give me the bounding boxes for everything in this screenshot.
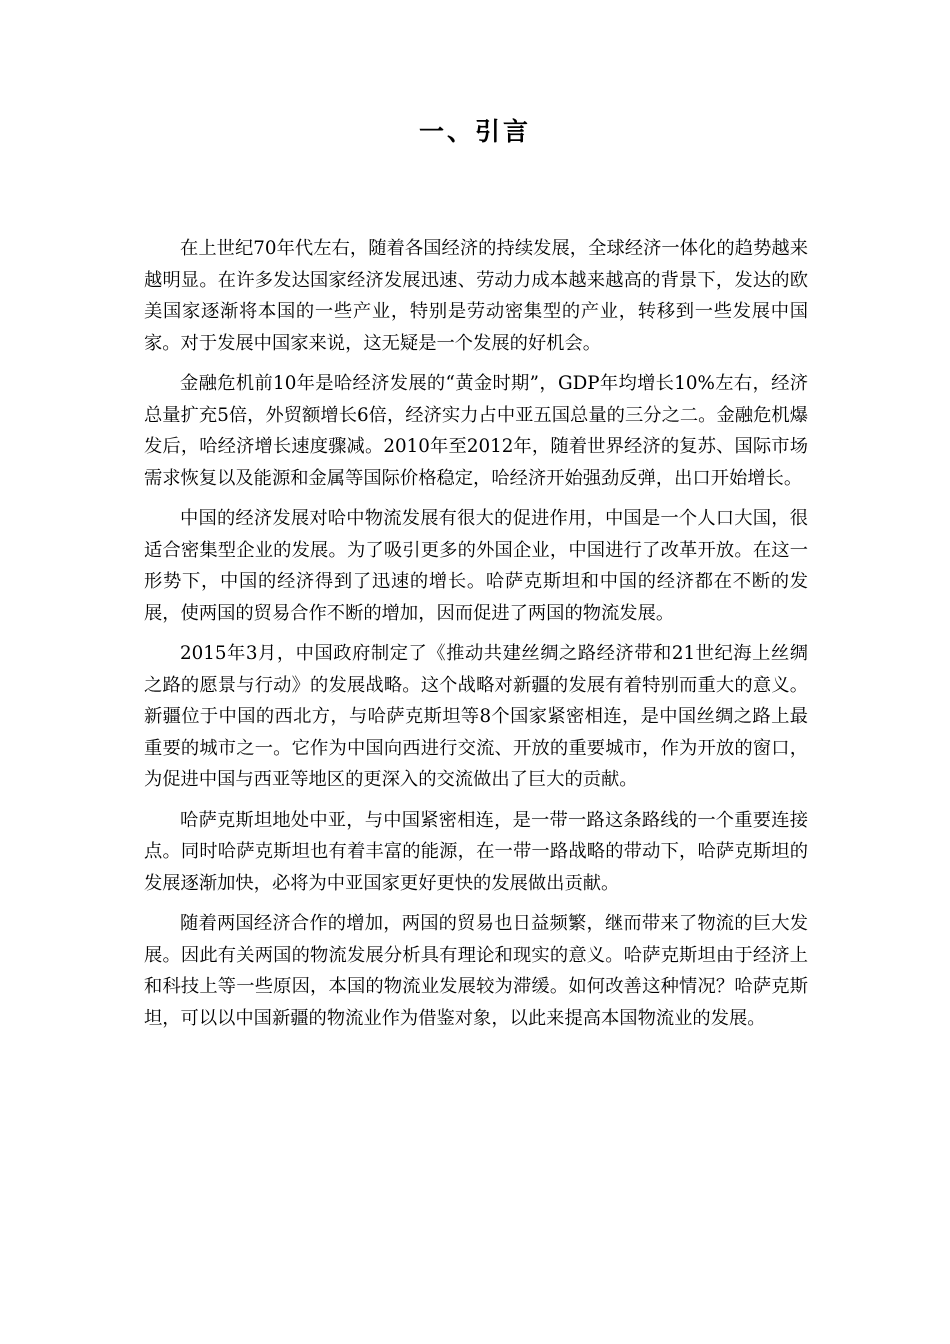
page-title: 一、引言 xyxy=(418,117,531,146)
body-text xyxy=(144,233,808,1043)
paragraph: 随着两国经济合作的增加，两国的贸易也日益频繁，继而带来了物流的巨大发展。因此有关两国的物流发展分析具有理论和现实的意义。哈萨克斯坦由于经济上和科技上等一些原因，本国的物流业发展较为滞缓。如何改善这种情况？哈萨克斯坦，可以以中国新疆的物流业作为借鉴对象，以此来提高本国物流业的发展。 xyxy=(144,913,808,1029)
paragraph: 在上世纪70年代左右，随着各国经济的持续发展，全球经济一体化的趋势越来越明显。在许多发达国家经济发展迅速、劳动力成本越来越高的背景下，发达的欧美国家逐渐将本国的一些产业，特别是劳动密集型的产业，转移到一些发展中国家。对于发展中国家来说，这无疑是一个发展的好机会。 xyxy=(144,238,808,354)
paragraph: 金融危机前10年是哈经济发展的“黄金时期”，GDP年均增长10%左右，经济总量扩充5倍，外贸额增长6倍，经济实力占中亚五国总量的三分之二。金融危机爆发后，哈经济增长速度骤减。2010年至2012年，随着世界经济的复苏、国际市场需求恢复以及能源和金属等国际价格稳定，哈经济开始强劲反弹，出口开始增长。 xyxy=(144,373,808,489)
paragraph: 哈萨克斯坦地处中亚，与中国紧密相连，是一带一路这条路线的一个重要连接点。同时哈萨克斯坦也有着丰富的能源，在一带一路战略的带动下，哈萨克斯坦的发展逐渐加快，必将为中亚国家更好更快的发展做出贡献。 xyxy=(144,809,808,894)
paragraph: 2015年3月，中国政府制定了《推动共建丝绸之路经济带和21世纪海上丝绸之路的愿景与行动》的发展战略。这个战略对新疆的发展有着特别而重大的意义。新疆位于中国的西北方，与哈萨克斯坦等8个国家紧密相连，是中国丝绸之路上最重要的城市之一。它作为中国向西进行交流、开放的重要城市，作为开放的窗口，为促进中国与西亚等地区的更深入的交流做出了巨大的贡献。 xyxy=(144,643,808,790)
paragraph: 中国的经济发展对哈中物流发展有很大的促进作用，中国是一个人口大国，很适合密集型企业的发展。为了吸引更多的外国企业，中国进行了改革开放。在这一形势下，中国的经济得到了迅速的增长。哈萨克斯坦和中国的经济都在不断的发展，使两国的贸易合作不断的增加，因而促进了两国的物流发展。 xyxy=(144,508,808,624)
